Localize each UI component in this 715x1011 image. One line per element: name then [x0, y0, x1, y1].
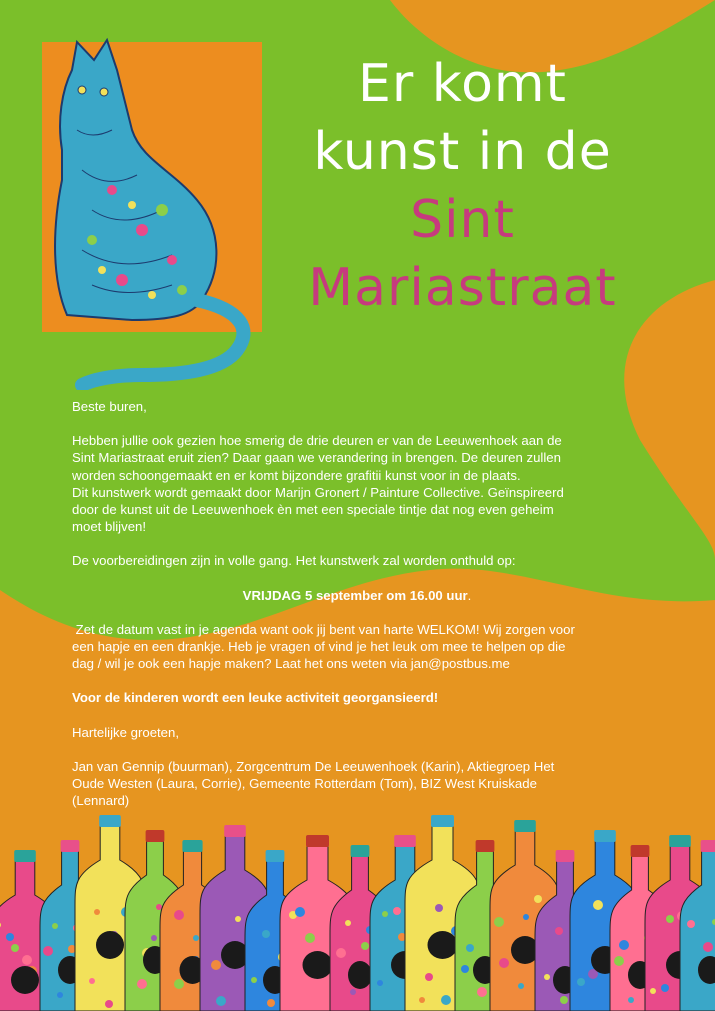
event-date-suffix: .	[467, 587, 472, 603]
paragraph-1-line-1: Hebben jullie ook gezien hoe smerig de drie deuren er van de Leeuwenhoek aan de	[72, 433, 562, 449]
paragraph-1-line-6: moet blijven!	[72, 519, 147, 535]
poster-title	[270, 50, 655, 322]
signature-line-1: Jan van Gennip (buurman), Zorgcentrum De Leeuwenhoek (Karin), Aktiegroep Het	[72, 758, 555, 774]
paragraph-1-line-2: Sint Mariastraat eruit zien? Daar gaan we verandering in brengen. De deuren zullen	[72, 450, 561, 466]
closing: Hartelijke groeten,	[72, 724, 180, 740]
signature-line-3: (Lennard)	[72, 793, 130, 809]
title-line-2: kunst in de	[313, 122, 612, 182]
paragraph-1-line-3: worden schoongemaakt en er komt bijzondere grafitii kunst voor in de plaats.	[72, 467, 521, 483]
paragraph-1-line-4: Dit kunstwerk wordt gemaakt door Marijn Gronert / Painture Collective. Geïnspireerd	[72, 484, 564, 500]
title-line-1: Er komt	[358, 54, 567, 114]
paragraph-3-line-3: dag / wil je ook een hapje maken? Laat het ons weten via jan@postbus.me	[72, 656, 510, 672]
paragraph-3-line-1: Zet de datum vast in je agenda want ook jij bent van harte WELKOM! Wij zorgen voor	[72, 621, 575, 637]
letter-body	[72, 398, 642, 809]
cat-icon	[22, 30, 262, 390]
paragraph-3-line-2: een hapje en een drankje. Heb je vragen of vind je het leuk om mee te helpen op die	[72, 639, 566, 655]
signature-line-2: Oude Westen (Laura, Corrie), Gemeente Rotterdam (Tom), BIZ West Kruiskade	[72, 776, 537, 792]
paragraph-2: De voorbereidingen zijn in volle gang. Het kunstwerk zal worden onthuld op:	[72, 553, 516, 569]
greeting: Beste buren,	[72, 399, 147, 414]
title-line-4: Mariastraat	[308, 258, 617, 318]
event-date	[72, 587, 642, 604]
painted-bottles-image	[0, 810, 715, 1011]
event-date-bold: VRIJDAG 5 september om 16.00 uur	[242, 587, 468, 603]
paragraph-1-line-5: door de kunst uit de Leeuwenhoek èn met een speciale tintje dat nog even geheim	[72, 502, 554, 518]
cat-painting	[22, 30, 262, 390]
kids-activity-note: Voor de kinderen wordt een leuke activiteit georgansieerd!	[72, 690, 439, 706]
title-line-3: Sint	[410, 190, 515, 250]
